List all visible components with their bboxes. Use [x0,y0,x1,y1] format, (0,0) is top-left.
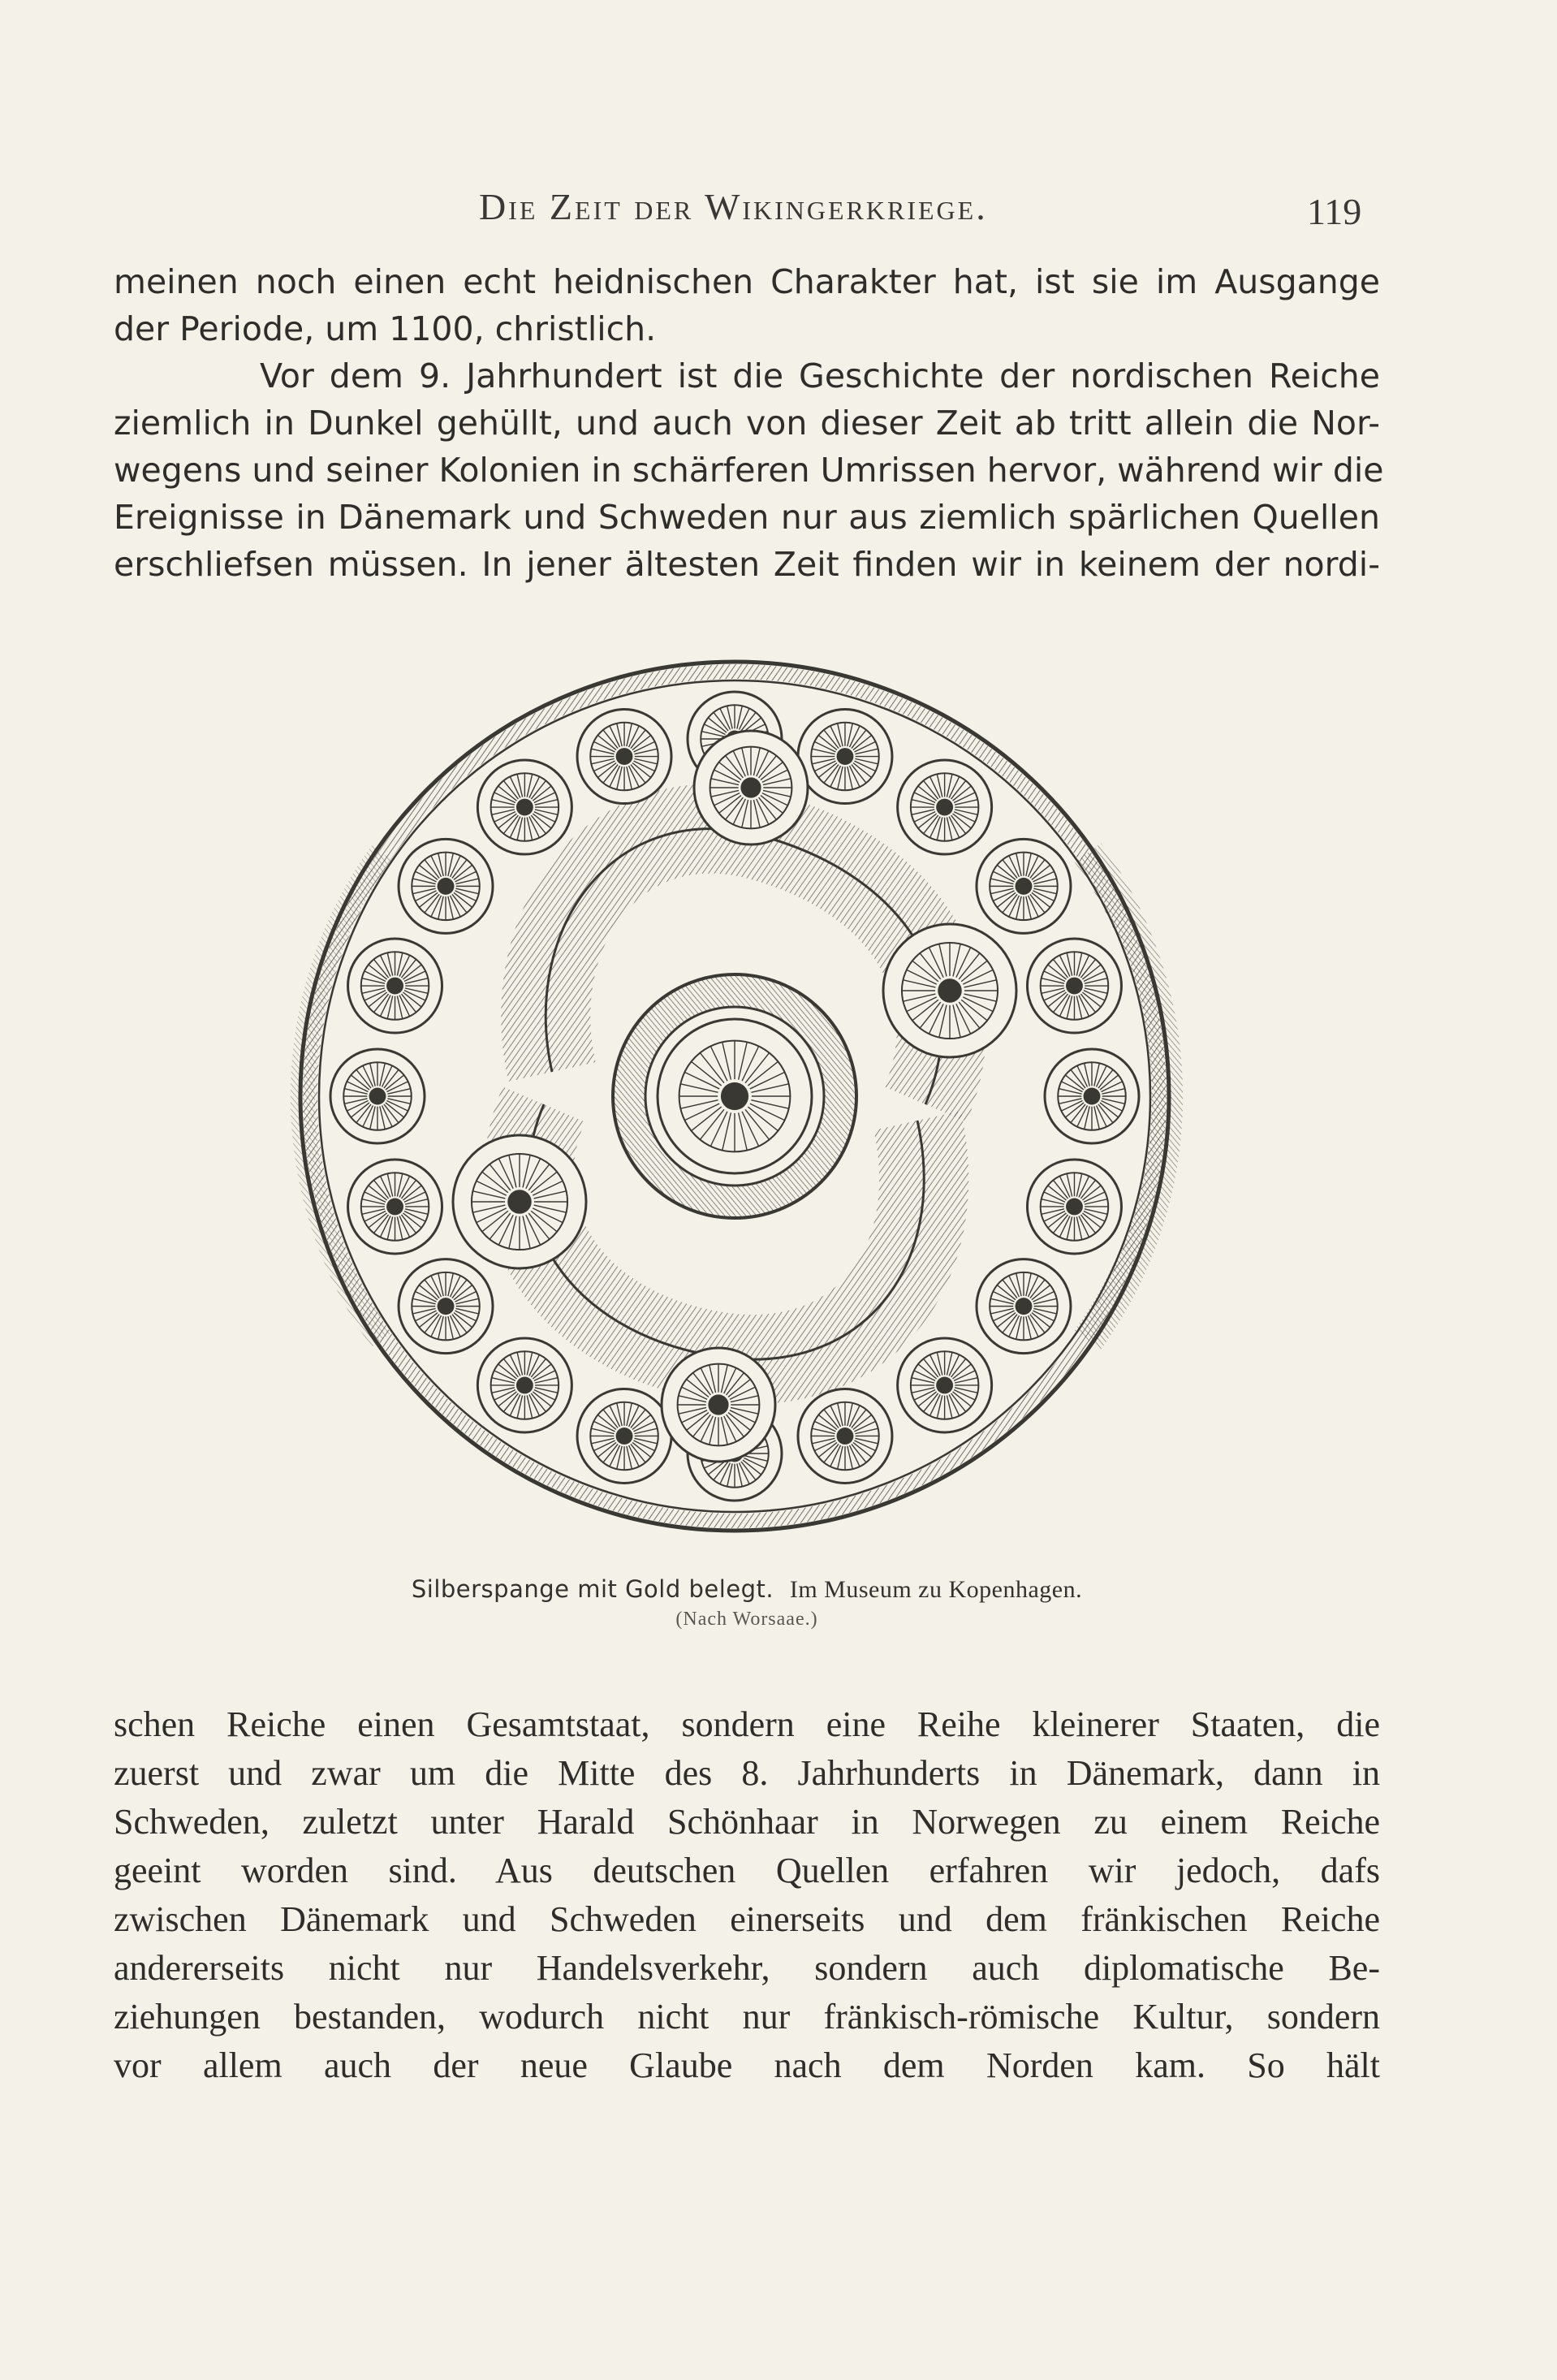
text-line: vor allem auch der neue Glaube nach dem Norden kam. So hält [114,2045,1380,2085]
figure-caption [114,1575,1380,1631]
rim-rosette [399,1259,493,1354]
text-line: wegens und seiner Kolonien in schärferen Umrissen hervor, während wir die [114,451,1384,490]
inner-rosette [883,924,1016,1057]
text-line: geeint worden sind. Aus deutschen Quellen erfahren wir jedoch, dafs [114,1851,1380,1890]
text-line: schen Reiche einen Gesamtstaat, sondern eine Reihe kleinerer Staaten, die [114,1704,1380,1744]
text-line: andererseits nicht nur Handelsverkehr, sondern auch diplomatische Be- [114,1948,1380,1988]
caption-location: Im Museum zu Kopenhagen. [789,1576,1083,1603]
brooch-illustration [276,650,1193,1543]
rim-rosette [977,1259,1071,1354]
rim-rosette [898,1338,992,1432]
text-line: Vor dem 9. Jahrhundert ist die Geschichte der nordischen Reiche [260,356,1380,395]
rim-rosette [577,1389,671,1483]
rim-rosette [348,939,442,1033]
text-line: der Periode, um 1100, christlich. [114,309,657,348]
page-number: 119 [1307,191,1362,232]
inner-rosette [694,731,808,844]
text-line: Schweden, zuletzt unter Harald Schönhaar in Norwegen zu einem Reiche [114,1802,1380,1842]
rim-rosette [577,710,671,804]
text-line: meinen noch einen echt heidnischen Charakter hat, ist sie im Ausgange [114,262,1380,301]
rim-rosette [477,1338,571,1432]
central-rosette [658,1019,812,1173]
paragraph-bottom [114,1700,1380,2090]
rim-rosette [348,1160,442,1254]
paragraph-top [114,258,1384,588]
inner-rosette [662,1348,775,1462]
text-line: zwischen Dänemark und Schweden einerseits und dem fränkischen Reiche [114,1899,1380,1939]
rim-rosette [1027,939,1121,1033]
rim-rosette [798,1389,892,1483]
text-line: ziemlich in Dunkel gehüllt, und auch von dieser Zeit ab tritt allein die Nor- [114,404,1380,443]
page-header [114,185,1380,242]
rim-rosette [1027,1160,1121,1254]
brooch-engraving [276,650,1193,1543]
rim-rosette [330,1049,425,1143]
caption-source: (Nach Worsaae.) [675,1609,818,1630]
rim-rosette [399,839,493,933]
running-title: Die Zeit der Wikingerkriege. [479,186,988,227]
text-line: ziehungen bestanden, wodurch nicht nur fränkisch-römische Kultur, sondern [114,1997,1380,2037]
caption-line [114,1575,1380,1604]
text-line: zuerst und zwar um die Mitte des 8. Jahrhunderts in Dänemark, dann in [114,1753,1380,1793]
rim-rosette [1045,1049,1139,1143]
text-line: Ereignisse in Dänemark und Schweden nur aus ziemlich spärlichen Quellen [114,498,1380,537]
rim-rosette [898,760,992,854]
inner-rosette [453,1135,586,1268]
rim-rosette [798,710,892,804]
rim-rosette [477,760,571,854]
text-line: erschliefsen müssen. In jener ältesten Zeit finden wir in keinem der nordi- [114,545,1380,584]
rosette-group [330,692,1139,1501]
caption-title: Silberspange mit Gold belegt. [411,1575,774,1603]
rim-rosette [977,839,1071,933]
